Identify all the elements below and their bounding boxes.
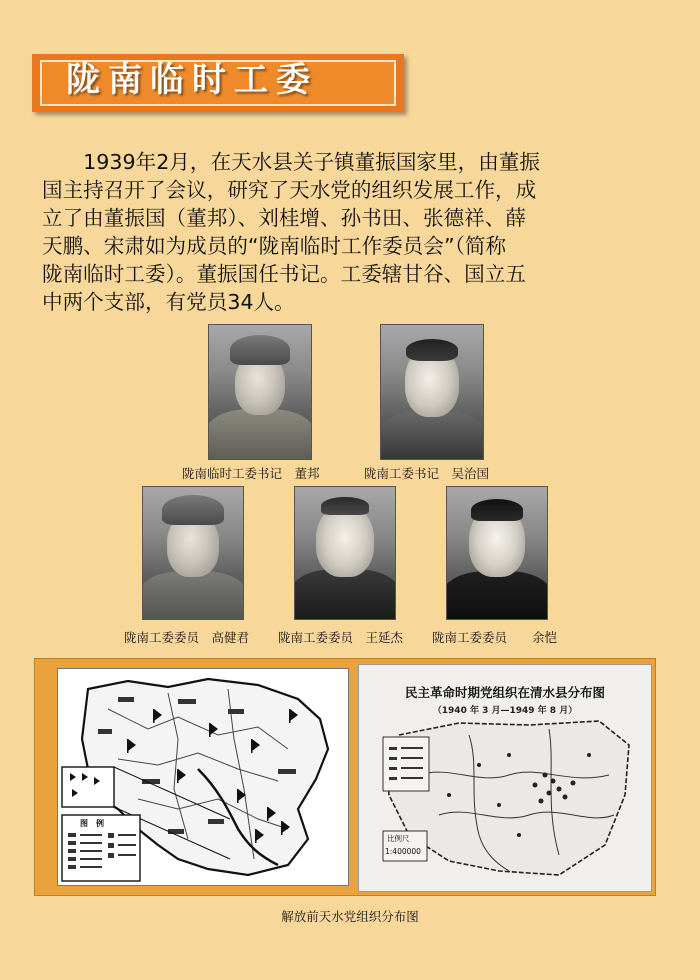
portrait-photo-wuzhiguo: [380, 324, 484, 460]
paragraph-line: 国主持召开了会议，研究了天水党的组织发展工作，成: [42, 178, 537, 202]
photo-caption: 陇南工委书记 吴治国: [364, 466, 490, 481]
tianshui-map: [57, 668, 349, 886]
paragraph-line: 陇南临时工委）。董振国任书记。工委辖甘谷、国立五: [42, 262, 526, 286]
map-legend-title: 图 例: [80, 819, 104, 828]
photo-caption: 陇南工委委员 高健君: [124, 630, 250, 645]
page-title: 陇南临时工委: [66, 60, 318, 100]
scale-label: 比例尺: [387, 834, 410, 843]
title-banner: [32, 54, 404, 112]
intro-paragraph: [42, 148, 658, 316]
qingshui-map-drawing: [359, 665, 651, 891]
paragraph-line: 1939年2月，在天水县关子镇董振国家里，由董振: [42, 150, 540, 174]
qingshui-map-title: 民主革命时期党组织在清水县分布图: [404, 685, 605, 700]
portrait-photo-gaojianjun: [142, 486, 244, 620]
paragraph-line: 中两个支部，有党员34人。: [42, 290, 295, 314]
paragraph-line: 立了由董振国（董邦）、刘桂增、孙书田、张德祥、薛: [42, 206, 526, 230]
qingshui-map-subtitle: （1940 年 3 月—1949 年 8 月）: [432, 706, 578, 716]
paragraph-line: 天鹏、宋肃如为成员的“陇南临时工作委员会”（简称: [42, 234, 507, 258]
photo-caption: 陇南临时工委书记 董邦: [182, 466, 320, 481]
tianshui-map-drawing: [58, 669, 348, 885]
map-caption: 解放前天水党组织分布图: [281, 909, 419, 924]
scale-value: 1:400000: [385, 847, 421, 856]
portrait-photo-wangyanjie: [294, 486, 396, 620]
photo-caption: 陇南工委委员 王延杰: [278, 630, 404, 645]
portrait-photo-dongbang: [208, 324, 312, 460]
photo-caption: 陇南工委委员 余恺: [432, 630, 558, 645]
qingshui-map: [358, 664, 652, 892]
portrait-photo-yukai: [446, 486, 548, 620]
